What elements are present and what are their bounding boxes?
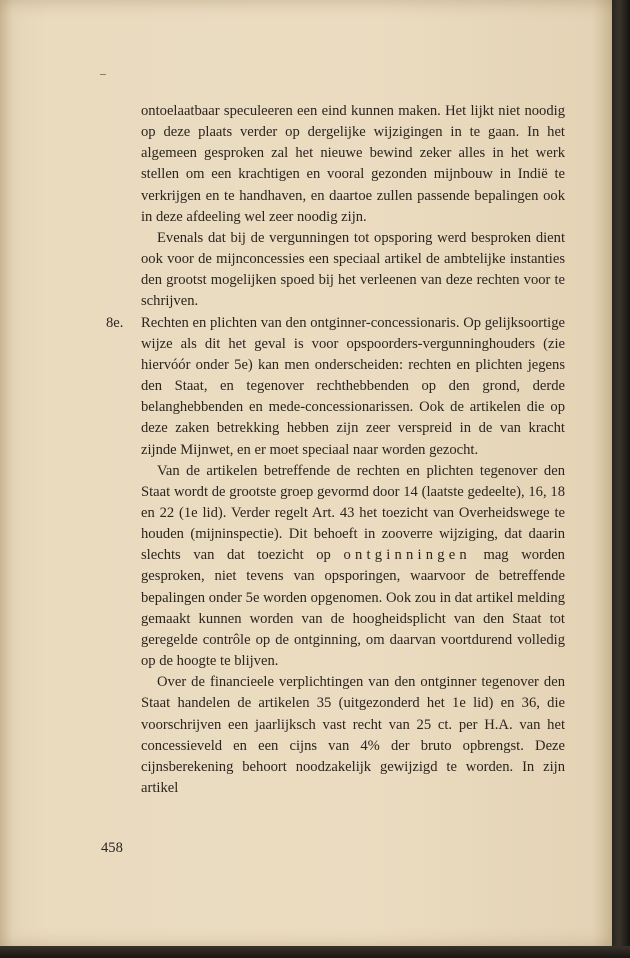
paragraph-4-text-before: Van de artikelen betreffende de rechten en plichten tegenover den Staat wordt de grootste groep gevormd door 14 (laatste gedeelte), 16, 18 en 22 (1e lid). Verder regelt Art. 43 het toezicht van Overheidswege te houden (mijninspectie). Dit behoeft in zooverre wijziging, dat daarin slechts van dat toezicht op (141, 462, 565, 564)
page-edge-right (612, 0, 630, 958)
paragraph-1: ontoelaatbaar speculeeren een eind kunnen maken. Het lijkt niet noodig op deze plaats verder op dergelijke wijzigingen in te gaan. In het algemeen gesproken zal het nieuwe bewind zeker alles in het werk stellen om een krachtigen en vooral gezonden mijnbouw in Indië te verkrijgen en te handhaven, en daartoe zullen passende bepalingen ook in deze afdeeling wel zeer noodig zijn. (141, 103, 565, 225)
body-text (106, 101, 565, 799)
section-number: 8e. (106, 314, 124, 331)
page-edge-bottom (0, 946, 630, 958)
page-number: 458 (101, 840, 123, 856)
paragraph-4 (141, 461, 565, 673)
paragraph-3-text: Rechten en plichten van den ontginner-concessionaris. Op gelijksoortige wijze als dit het geval is voor opspoorders-vergunninghouders (zie hiervóór onder 5e) kan men onderscheiden: rechten en plichten jegens den Staat, en tegenover rechthebbenden op den grond, derde belanghebbenden en mede-concessionarissen. Ook de artikelen die op deze zaken betrekking hebben zijn zeer verspreid in de van kracht zijnde Mijnwet, en er moet speciaal naar worden gezocht. (141, 314, 565, 458)
margin-mark (100, 74, 106, 75)
paragraph-4-text-after: mag worden gesproken, niet tevens van opsporingen, waarvoor de betreffende bepalingen onder 5e worden opgenomen. Ook zou in dat artikel melding gemaakt kunnen worden van de hoogheidsplicht van den Staat tot geregelde contrôle op de ontginning, om daarvan voortdurend volledig op de hoogte te blijven. (141, 547, 565, 670)
paragraph-2: Evenals dat bij de vergunningen tot opsporing werd besproken dient ook voor de mijnconcessies een speciaal artikel de ambtelijke instanties den grootst mogelijken spoed bij het verleenen van deze rechten voor te schrijven. (141, 229, 565, 310)
paragraph-4-spaced-word: ontginningen (343, 547, 471, 564)
paragraph-3 (106, 313, 565, 461)
paragraph-5: Over de financieele verplichtingen van den ontginner tegenover den Staat handelen de artikelen 35 (uitgezonderd het 1e lid) en 36, die voorschrijven een jaarlijksch vast recht van 25 ct. per H.A. van het concessieveld en een cijns van 4% der bruto opbrengst. Deze cijnsberekening behoort noodzakelijk gewijzigd te worden. In zijn artikel (141, 674, 565, 796)
